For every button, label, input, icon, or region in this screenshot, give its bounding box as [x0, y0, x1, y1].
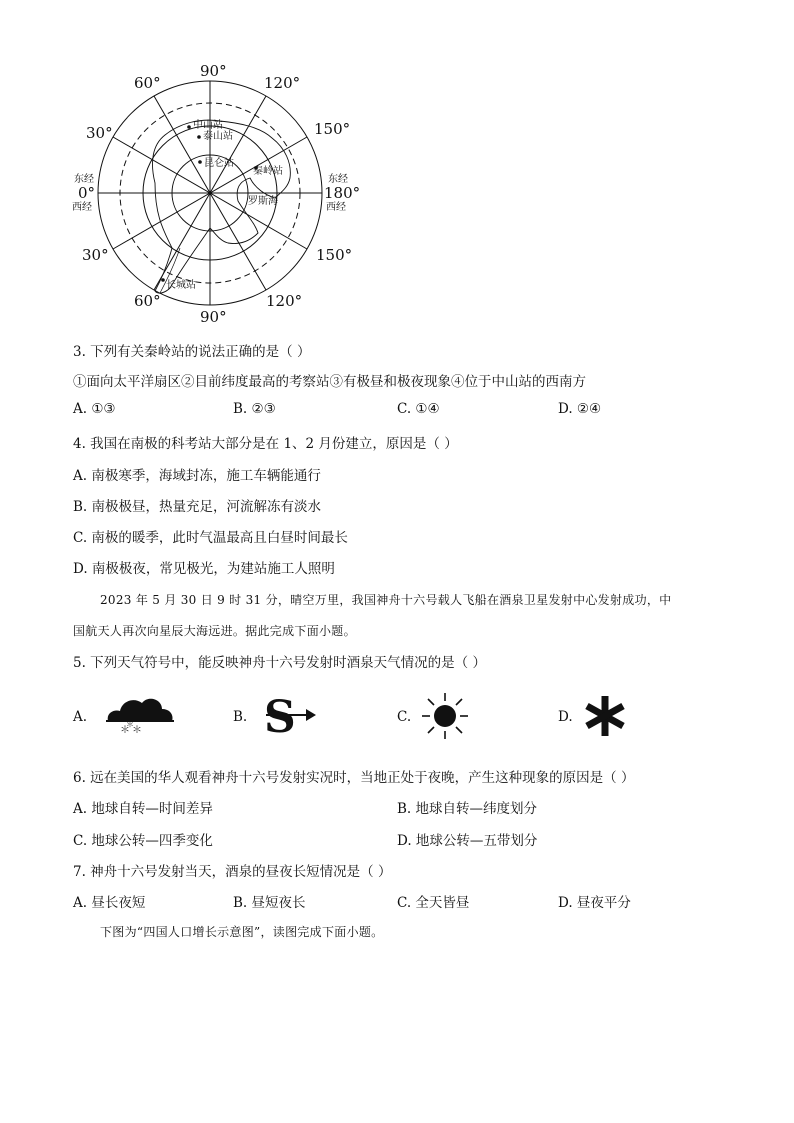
station-label: 中山站	[193, 120, 223, 131]
q3-option-c[interactable]: C. ①④	[397, 401, 440, 417]
q6-option-d[interactable]: D. 地球公转—五带划分	[397, 833, 538, 849]
east-label: 东经	[328, 174, 348, 185]
svg-text:＊: ＊	[126, 720, 134, 729]
lon-label: 60°	[134, 292, 161, 310]
q6-option-b[interactable]: B. 地球自转—纬度划分	[397, 801, 538, 817]
q5-option-c-label[interactable]: C.	[397, 709, 412, 725]
q7-option-d[interactable]: D. 昼夜平分	[558, 895, 631, 911]
intro-2: 下图为“四国人口增长示意图”，读图完成下面小题。	[100, 925, 384, 939]
station-label: 秦岭站	[253, 166, 283, 177]
east-label: 东经	[74, 174, 94, 185]
antarctica-map	[60, 60, 360, 330]
lon-label: 30°	[86, 124, 113, 142]
q3-stem: 3. 下列有关秦岭站的说法正确的是（ ）	[73, 344, 311, 360]
q3-option-b[interactable]: B. ②③	[233, 401, 276, 417]
q4-option-c[interactable]: C. 南极的暖季，此时气温最高且白昼时间最长	[73, 530, 348, 546]
station-label: 泰山站	[203, 131, 233, 142]
q5-option-b-label[interactable]: B.	[233, 709, 248, 725]
west-label: 西经	[72, 202, 92, 213]
q7-option-b[interactable]: B. 昼短夜长	[233, 895, 306, 911]
lon-label: 90°	[200, 62, 227, 80]
q3-option-a[interactable]: A. ①③	[73, 401, 116, 417]
lon-label: 150°	[314, 120, 351, 138]
station-label: 罗斯海	[248, 196, 278, 207]
asterisk-snow-icon[interactable]	[582, 694, 628, 738]
svg-text:＊: ＊	[120, 725, 130, 735]
west-label: 西经	[326, 202, 346, 213]
station-label: 昆仑站	[204, 158, 234, 169]
q5-stem: 5. 下列天气符号中，能反映神舟十六号发射时酒泉天气情况的是（ ）	[73, 655, 486, 671]
wind-s-icon[interactable]	[262, 692, 318, 738]
q6-option-a[interactable]: A. 地球自转—时间差异	[73, 801, 213, 817]
q4-stem: 4. 我国在南极的科考站大部分是在 1、2 月份建立，原因是（ ）	[73, 436, 458, 452]
sun-icon[interactable]	[420, 691, 470, 741]
q4-option-d[interactable]: D. 南极极夜，常见极光，为建站施工人照明	[73, 561, 335, 577]
lon-label: 0°	[78, 184, 96, 202]
q3-option-d[interactable]: D. ②④	[558, 401, 602, 417]
intro-line-2: 国航天人再次向星辰大海远进。据此完成下面小题。	[73, 624, 356, 638]
svg-text:＊: ＊	[132, 725, 142, 735]
q6-option-c[interactable]: C. 地球公转—四季变化	[73, 833, 213, 849]
q5-option-a-label[interactable]: A.	[73, 709, 88, 725]
lon-label: 150°	[316, 246, 353, 264]
snow-cloud-icon[interactable]	[104, 691, 176, 735]
q4-option-a[interactable]: A. 南极寒季，海域封冻，施工车辆能通行	[73, 468, 321, 484]
station-label: 长城站	[166, 280, 196, 291]
lon-label: 60°	[134, 74, 161, 92]
q7-option-c[interactable]: C. 全天皆昼	[397, 895, 470, 911]
q6-stem: 6. 远在美国的华人观看神舟十六号发射实况时，当地正处于夜晚，产生这种现象的原因是（ ）	[73, 770, 635, 786]
lon-label: 120°	[266, 292, 303, 310]
q7-option-a[interactable]: A. 昼长夜短	[73, 895, 146, 911]
lon-label: 180°	[324, 184, 360, 202]
intro-line-1: 2023 年 5 月 30 日 9 时 31 分，晴空万里，我国神舟十六号载人飞船在酒泉卫星发射中心发射成功，中	[100, 593, 672, 607]
q7-stem: 7. 神舟十六号发射当天，酒泉的昼夜长短情况是（ ）	[73, 864, 392, 880]
lon-label: 30°	[82, 246, 109, 264]
q4-option-b[interactable]: B. 南极极昼，热量充足，河流解冻有淡水	[73, 499, 322, 515]
q5-option-d-label[interactable]: D.	[558, 709, 573, 725]
lon-label: 120°	[264, 74, 301, 92]
q3-statements: ①面向太平洋扇区②目前纬度最高的考察站③有极昼和极夜现象④位于中山站的西南方	[73, 374, 586, 390]
svg-text:S: S	[264, 692, 296, 738]
lon-label: 90°	[200, 308, 227, 326]
